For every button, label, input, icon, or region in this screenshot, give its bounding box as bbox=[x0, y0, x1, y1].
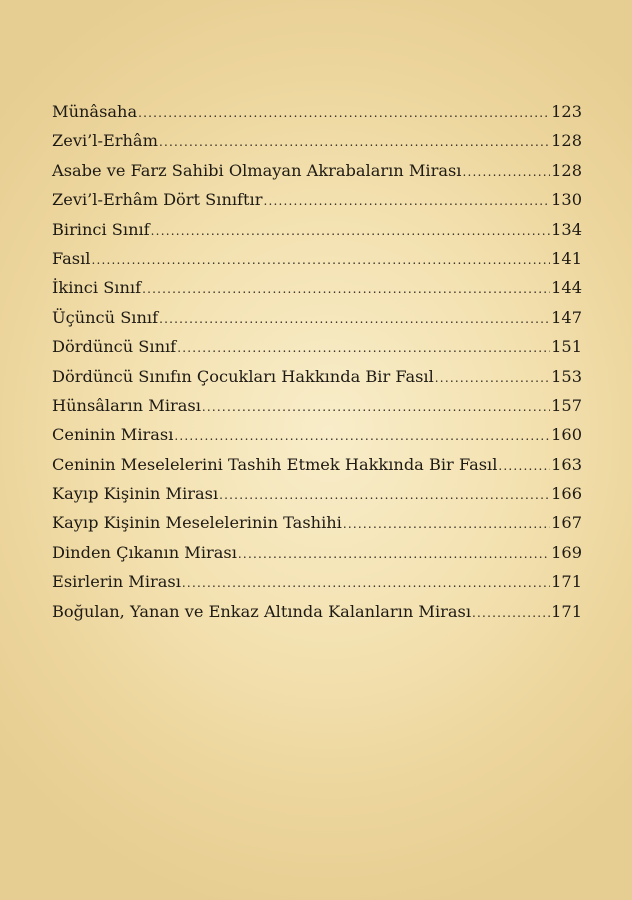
toc-entry[interactable] bbox=[52, 303, 582, 332]
toc-page-number: 147 bbox=[551, 307, 582, 327]
toc-entry-title: Fasıl bbox=[52, 248, 91, 268]
toc-entry-title: Ceninin Mirası bbox=[52, 425, 174, 445]
toc-dot-leader bbox=[463, 158, 551, 187]
toc-page-number: 163 bbox=[551, 454, 582, 474]
toc-page-number: 128 bbox=[551, 131, 582, 151]
toc-dot-leader bbox=[177, 334, 550, 363]
toc-page-number: 169 bbox=[551, 542, 582, 562]
toc-page-number: 160 bbox=[551, 425, 582, 445]
toc-entry[interactable] bbox=[52, 420, 582, 449]
toc-entry[interactable] bbox=[52, 215, 582, 244]
toc-dot-leader bbox=[182, 569, 550, 598]
toc-entry-title: Birinci Sınıf bbox=[52, 219, 150, 239]
toc-entry-title: Asabe ve Farz Sahibi Olmayan Akrabaların Mirası bbox=[52, 160, 462, 180]
toc-entry[interactable] bbox=[52, 538, 582, 567]
toc-entry-title: Ceninin Meselelerini Tashih Etmek Hakkında Bir Fasıl bbox=[52, 454, 498, 474]
toc-entry-title: İkinci Sınıf bbox=[52, 278, 142, 298]
toc-entry-title: Zevi’l-Erhâm Dört Sınıftır bbox=[52, 190, 263, 210]
toc-entry[interactable] bbox=[52, 185, 582, 214]
toc-dot-leader bbox=[138, 99, 550, 128]
toc-entry-title: Hünsâların Mirası bbox=[52, 395, 201, 415]
toc-entry[interactable] bbox=[52, 273, 582, 302]
toc-page-number: 151 bbox=[551, 337, 582, 357]
toc-page-number: 157 bbox=[551, 395, 582, 415]
toc-entry-title: Dördüncü Sınıfın Çocukları Hakkında Bir Fasıl bbox=[52, 366, 434, 386]
toc-entry[interactable] bbox=[52, 597, 582, 626]
toc-entry[interactable] bbox=[52, 567, 582, 596]
toc-dot-leader bbox=[472, 599, 550, 628]
toc-page-number: 144 bbox=[551, 278, 582, 298]
toc-entry[interactable] bbox=[52, 332, 582, 361]
toc-entry-title: Zevi’l-Erhâm bbox=[52, 131, 158, 151]
toc-page-number: 123 bbox=[551, 102, 582, 121]
toc-dot-leader bbox=[238, 540, 550, 569]
toc-entry[interactable] bbox=[52, 97, 582, 126]
toc-entry-title: Üçüncü Sınıf bbox=[52, 307, 159, 327]
toc-entry-title: Boğulan, Yanan ve Enkaz Altında Kalanların Mirası bbox=[52, 601, 472, 621]
table-of-contents bbox=[52, 97, 582, 626]
toc-dot-leader bbox=[159, 128, 550, 157]
toc-entry-title: Münâsaha bbox=[52, 102, 138, 121]
toc-dot-leader bbox=[263, 187, 550, 216]
toc-dot-leader bbox=[202, 393, 550, 422]
toc-page-number: 128 bbox=[551, 160, 582, 180]
toc-dot-leader bbox=[219, 481, 550, 510]
toc-dot-leader bbox=[174, 422, 550, 451]
toc-entry[interactable] bbox=[52, 450, 582, 479]
toc-page-number: 166 bbox=[551, 484, 582, 504]
toc-dot-leader bbox=[435, 364, 550, 393]
toc-entry[interactable] bbox=[52, 508, 582, 537]
toc-entry[interactable] bbox=[52, 362, 582, 391]
toc-entry[interactable] bbox=[52, 156, 582, 185]
toc-dot-leader bbox=[498, 452, 550, 481]
toc-entry-title: Dördüncü Sınıf bbox=[52, 337, 177, 357]
toc-page-number: 171 bbox=[551, 572, 582, 592]
toc-entry[interactable] bbox=[52, 479, 582, 508]
toc-entry-title: Dinden Çıkanın Mirası bbox=[52, 542, 237, 562]
toc-entry[interactable] bbox=[52, 244, 582, 273]
toc-page-number: 167 bbox=[551, 513, 582, 533]
toc-entry-title: Esirlerin Mirası bbox=[52, 572, 181, 592]
toc-page-number: 134 bbox=[551, 219, 582, 239]
toc-entry[interactable] bbox=[52, 126, 582, 155]
toc-page-number: 130 bbox=[551, 190, 582, 210]
toc-page-number: 171 bbox=[551, 601, 582, 621]
toc-page-number: 141 bbox=[551, 248, 582, 268]
toc-entry[interactable] bbox=[52, 391, 582, 420]
toc-entry-title: Kayıp Kişinin Mirası bbox=[52, 484, 219, 504]
toc-dot-leader bbox=[159, 305, 550, 334]
toc-dot-leader bbox=[142, 275, 550, 304]
toc-entry-title: Kayıp Kişinin Meselelerinin Tashihi bbox=[52, 513, 342, 533]
toc-dot-leader bbox=[91, 246, 550, 275]
toc-dot-leader bbox=[151, 217, 550, 246]
toc-page-number: 153 bbox=[551, 366, 582, 386]
toc-dot-leader bbox=[343, 510, 550, 539]
